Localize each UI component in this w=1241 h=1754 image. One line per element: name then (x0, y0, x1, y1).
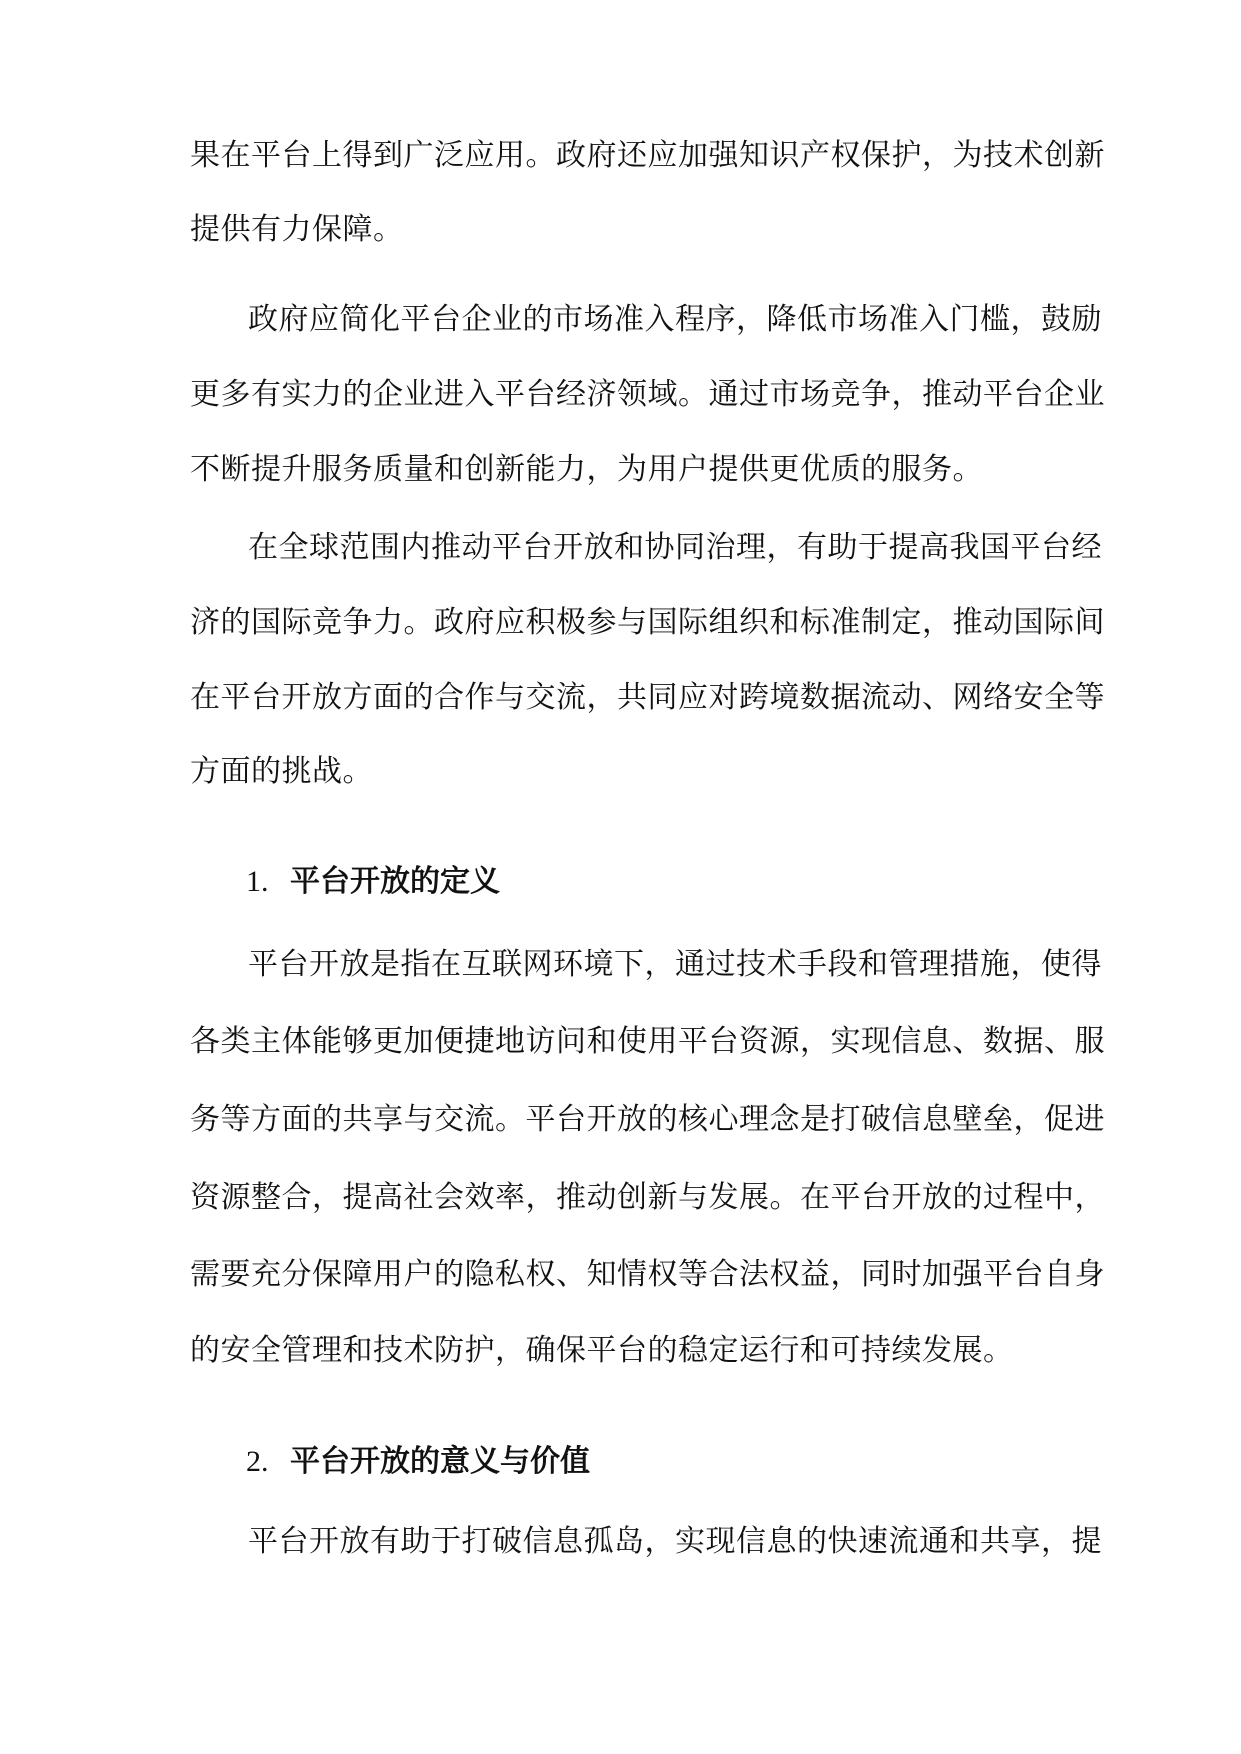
heading-number: 2. (246, 1445, 269, 1478)
text-line: 政府应简化平台企业的市场准入程序，降低市场准入门槛，鼓励 (248, 302, 1102, 337)
text-line: 平台开放有助于打破信息孤岛，实现信息的快速流通和共享，提 (248, 1524, 1102, 1559)
text-line: 需要充分保障用户的隐私权、知情权等合法权益，同时加强平台自身 (190, 1257, 1105, 1292)
text-line: 平台开放是指在互联网环境下，通过技术手段和管理措施，使得 (248, 947, 1102, 982)
text-line: 资源整合，提高社会效率，推动创新与发展。在平台开放的过程中， (190, 1180, 1105, 1215)
text-line: 济的国际竞争力。政府应积极参与国际组织和标准制定，推动国际间 (190, 605, 1105, 640)
section-heading-2 (246, 1442, 590, 1482)
text-line: 在平台开放方面的合作与交流，共同应对跨境数据流动、网络安全等 (190, 680, 1105, 715)
heading-number: 1. (246, 865, 269, 898)
heading-title: 平台开放的定义 (290, 864, 500, 899)
text-line: 方面的挑战。 (190, 754, 373, 789)
heading-title: 平台开放的意义与价值 (290, 1444, 590, 1479)
text-line: 务等方面的共享与交流。平台开放的核心理念是打破信息壁垒，促进 (190, 1102, 1105, 1137)
text-line: 不断提升服务质量和创新能力，为用户提供更优质的服务。 (190, 452, 983, 487)
text-line: 更多有实力的企业进入平台经济领域。通过市场竞争，推动平台企业 (190, 377, 1105, 412)
text-line: 各类主体能够更加便捷地访问和使用平台资源，实现信息、数据、服 (190, 1024, 1105, 1059)
text-line: 提供有力保障。 (190, 212, 404, 247)
section-heading-1 (246, 862, 500, 902)
text-line: 的安全管理和技术防护，确保平台的稳定运行和可持续发展。 (190, 1333, 1014, 1368)
text-line: 在全球范围内推动平台开放和协同治理，有助于提高我国平台经 (248, 530, 1102, 565)
text-line: 果在平台上得到广泛应用。政府还应加强知识产权保护，为技术创新 (190, 138, 1105, 173)
